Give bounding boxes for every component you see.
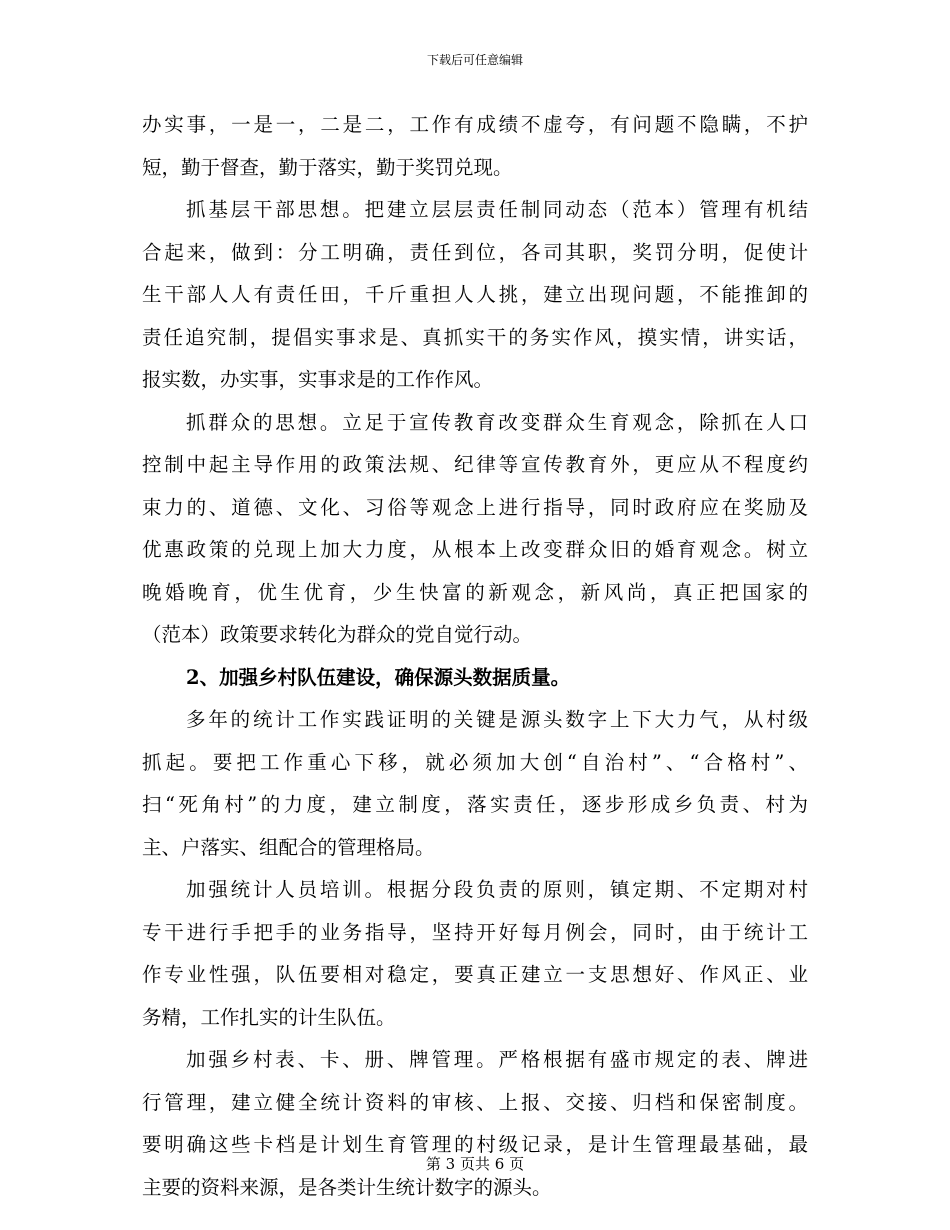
paragraph: [142, 869, 808, 1039]
text-line: 加强乡村表、卡、册、牌管理。严格根据有盛市规定的表、牌进: [186, 1048, 808, 1071]
text-line: 报实数，办实事，实事求是的工作作风。: [142, 368, 494, 391]
text-line: 多年的统计工作实践证明的关键是源头数字上下大力气，从村级: [186, 708, 808, 731]
paragraph: [142, 189, 808, 402]
text-line: 责任追究制，提倡实事求是、真抓实干的务实作风，摸实情，讲实话，: [142, 325, 808, 349]
text-line: 加强统计人员培训。根据分段负责的原则，镇定期、不定期对村: [186, 878, 808, 901]
text-line: 束力的、道德、文化、习俗等观念上进行指导，同时政府应在奖励及: [142, 495, 808, 519]
text-line: 专干进行手把手的业务指导，坚持开好每月例会，同时，由于统计工: [142, 920, 808, 944]
page-number: 第 3 页共 6 页: [425, 1155, 525, 1173]
text-line: 优惠政策的兑现上加大力度，从根本上改变群众旧的婚育观念。树立: [142, 538, 808, 561]
text-line: 主要的资料来源，是各类计生统计数字的源头。: [142, 1175, 552, 1199]
text-line: 行管理，建立健全统计资料的审核、上报、交接、归档和保密制度。: [142, 1090, 808, 1114]
text-line: 扫“死角村”的力度，建立制度，落实责任，逐步形成乡负责、村为: [142, 793, 808, 816]
text-line: 晚婚晚育，优生优育，少生快富的新观念，新风尚，真正把国家的: [142, 580, 808, 604]
text-line: 合起来，做到：分工明确，责任到位，各司其职，奖罚分明，促使计: [142, 240, 808, 264]
paragraph: [142, 1039, 808, 1209]
text-line: 抓基层干部思想。把建立层层责任制同动态（范本）管理有机结: [186, 198, 808, 221]
paragraph: [142, 104, 808, 189]
text-line: 作专业性强，队伍要相对稳定，要真正建立一支思想好、作风正、业: [142, 963, 808, 986]
text-line: 短，勤于督查，勤于落实，勤于奖罚兑现。: [142, 155, 513, 179]
text-line: 抓群众的思想。立足于宣传教育改变群众生育观念，除抓在人口: [186, 410, 808, 434]
text-line: 务精，工作扎实的计生队伍。: [142, 1005, 396, 1029]
document-body: [142, 104, 808, 1209]
text-line: 控制中起主导作用的政策法规、纪律等宣传教育外，更应从不程度约: [142, 453, 808, 476]
paragraph: [142, 402, 808, 657]
text-line: （范本）政策要求转化为群众的党自觉行动。: [142, 623, 533, 646]
text-line: 要明确这些卡档是计划生育管理的村级记录，是计生管理最基础，最: [142, 1133, 808, 1156]
text-line: 办实事，一是一，二是二，工作有成绩不虚夸，有问题不隐瞒，不护: [142, 113, 808, 136]
text-line: 生干部人人有责任田，千斤重担人人挑，建立出现问题，不能推卸的: [142, 283, 808, 306]
text-line: 主、户落实、组配合的管理格局。: [142, 835, 435, 859]
section-heading: 2、加强乡村队伍建设，确保源头数据质量。: [186, 665, 571, 689]
paragraph: [142, 699, 808, 869]
text-line: 抓起。要把工作重心下移，就必须加大创“自治村”、“合格村”、: [142, 750, 808, 774]
page-header: 下载后可任意编辑: [426, 53, 523, 67]
